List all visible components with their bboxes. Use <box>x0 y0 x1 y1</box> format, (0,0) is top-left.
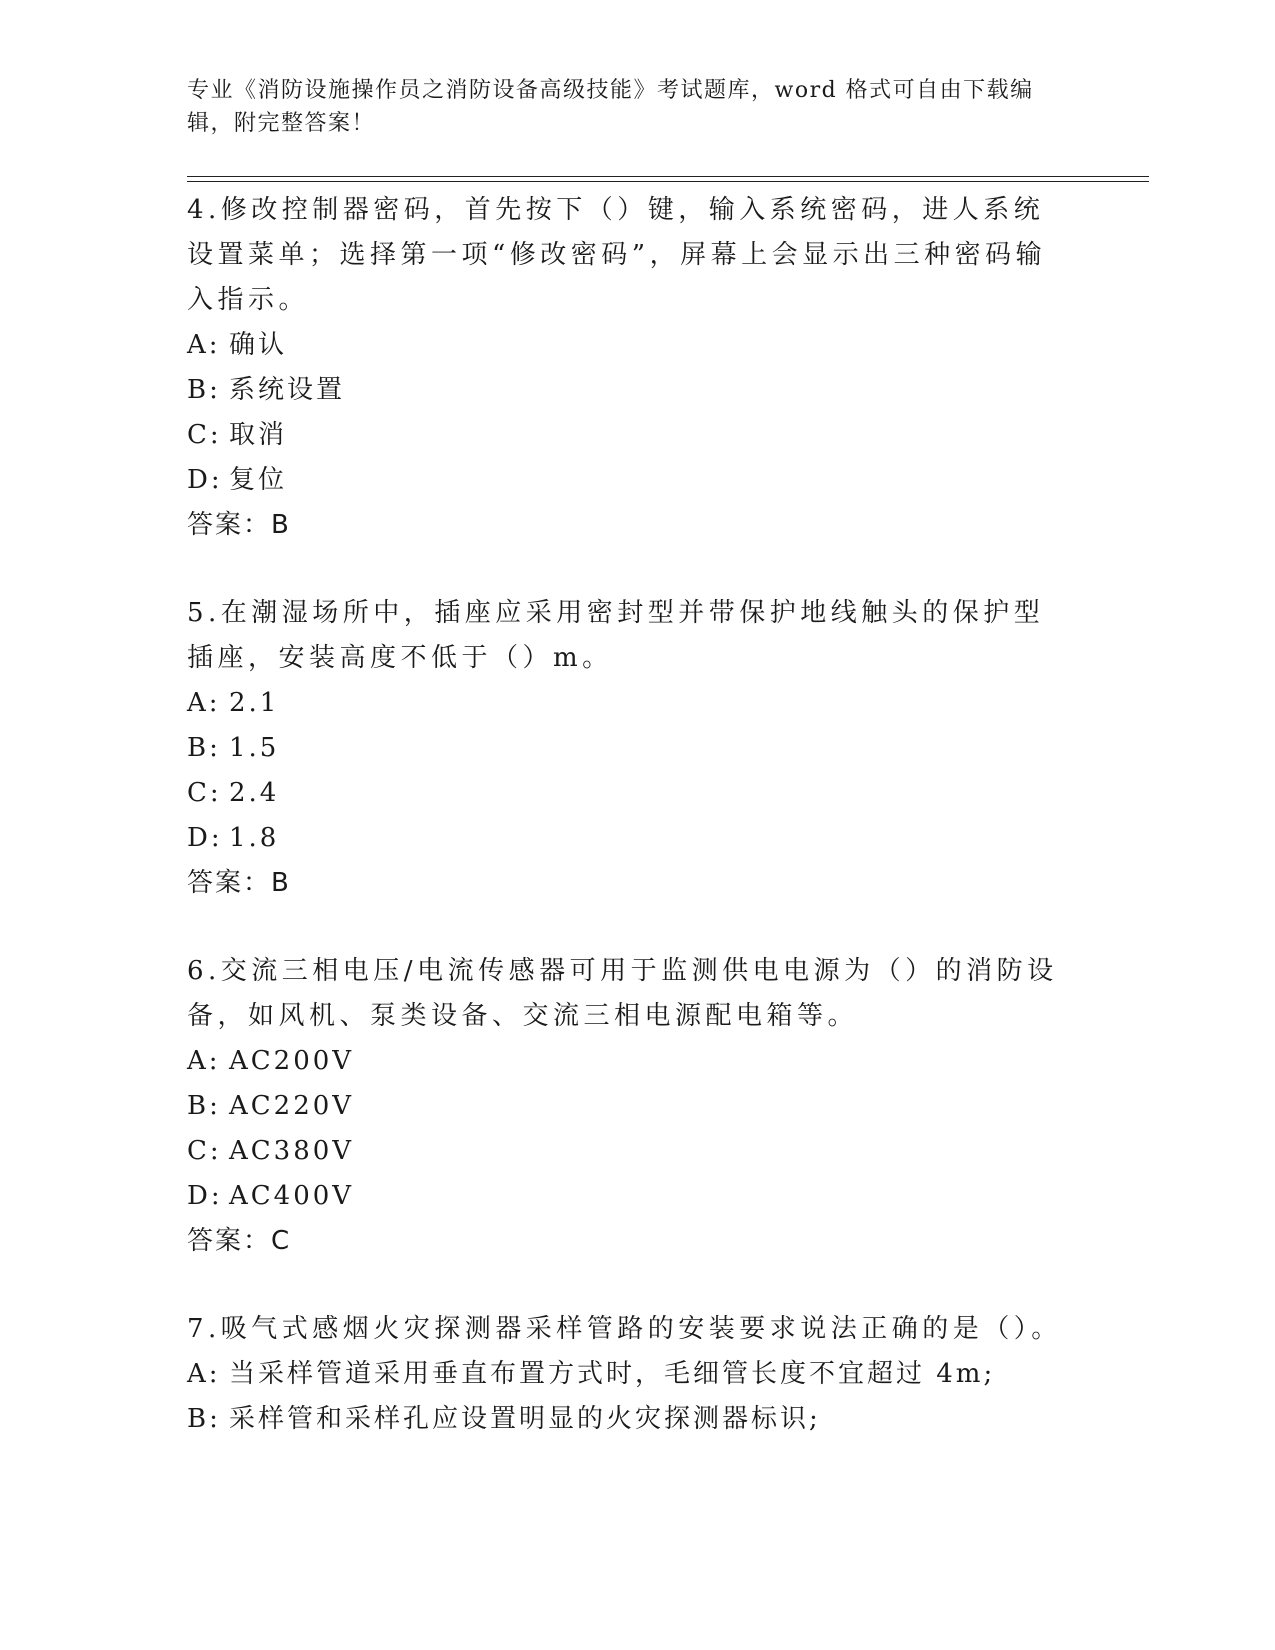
option-text: 2.4 <box>229 778 280 808</box>
option-key: A: <box>187 1046 221 1076</box>
answer-line: 答案：B <box>187 868 291 898</box>
option-key: A: <box>187 1359 221 1389</box>
option-key: C: <box>187 778 222 808</box>
option-key: C: <box>187 1136 222 1166</box>
option-a <box>187 323 1067 368</box>
option-text: 2.1 <box>229 688 280 718</box>
option-d <box>187 1174 1067 1219</box>
option-d <box>187 458 1067 503</box>
option-text: 取消 <box>229 420 288 450</box>
header-rule-bottom <box>187 181 1149 182</box>
option-text: 1.5 <box>229 733 280 763</box>
option-text: 当采样管道采用垂直布置方式时，毛细管长度不宜超过 4m; <box>229 1359 996 1389</box>
option-c <box>187 413 1067 458</box>
option-c <box>187 771 1067 816</box>
header-rule-top <box>187 176 1149 177</box>
option-key: B: <box>187 1091 221 1121</box>
option-text: 1.8 <box>229 823 280 853</box>
question-4 <box>187 188 1067 548</box>
answer-line: 答案：B <box>187 510 291 540</box>
option-key: B: <box>187 375 221 405</box>
option-key: A: <box>187 330 221 360</box>
option-text: AC200V <box>229 1046 355 1076</box>
question-6 <box>187 949 1067 1264</box>
option-b <box>187 726 1067 771</box>
question-stem: 6.交流三相电压/电流传感器可用于监测供电电源为（）的消防设备，如风机、泵类设备、交流三相电源配电箱等。 <box>187 956 1058 1031</box>
option-key: B: <box>187 1404 221 1434</box>
option-c <box>187 1129 1067 1174</box>
document-header: 专业《消防设施操作员之消防设备高级技能》考试题库，word 格式可自由下载编辑，附完整答案！ <box>187 78 1034 136</box>
option-text: 采样管和采样孔应设置明显的火灾探测器标识; <box>229 1404 821 1434</box>
option-a <box>187 681 1067 726</box>
question-7 <box>187 1307 1067 1442</box>
question-stem: 7.吸气式感烟火灾探测器采样管路的安装要求说法正确的是（）。 <box>187 1314 1062 1344</box>
answer-line: 答案：C <box>187 1226 292 1256</box>
option-key: D: <box>187 823 223 853</box>
option-a <box>187 1352 1067 1397</box>
option-a <box>187 1039 1067 1084</box>
option-text: AC220V <box>229 1091 355 1121</box>
option-text: AC400V <box>229 1181 355 1211</box>
option-key: D: <box>187 465 223 495</box>
option-key: C: <box>187 420 222 450</box>
question-5 <box>187 591 1067 906</box>
option-b <box>187 368 1067 413</box>
option-key: D: <box>187 1181 223 1211</box>
option-text: 系统设置 <box>229 375 346 405</box>
question-stem: 4.修改控制器密码，首先按下（）键，输入系统密码，进人系统设置菜单；选择第一项“修改密码”，屏幕上会显示出三种密码输入指示。 <box>187 195 1047 315</box>
option-key: B: <box>187 733 221 763</box>
option-text: 复位 <box>229 465 288 495</box>
option-text: 确认 <box>229 330 288 360</box>
question-list <box>187 188 1067 1485</box>
option-b <box>187 1397 1067 1442</box>
option-key: A: <box>187 688 221 718</box>
option-b <box>187 1084 1067 1129</box>
option-d <box>187 816 1067 861</box>
question-stem: 5.在潮湿场所中，插座应采用密封型并带保护地线触头的保护型插座，安装高度不低于（）m。 <box>187 598 1045 673</box>
option-text: AC380V <box>229 1136 355 1166</box>
